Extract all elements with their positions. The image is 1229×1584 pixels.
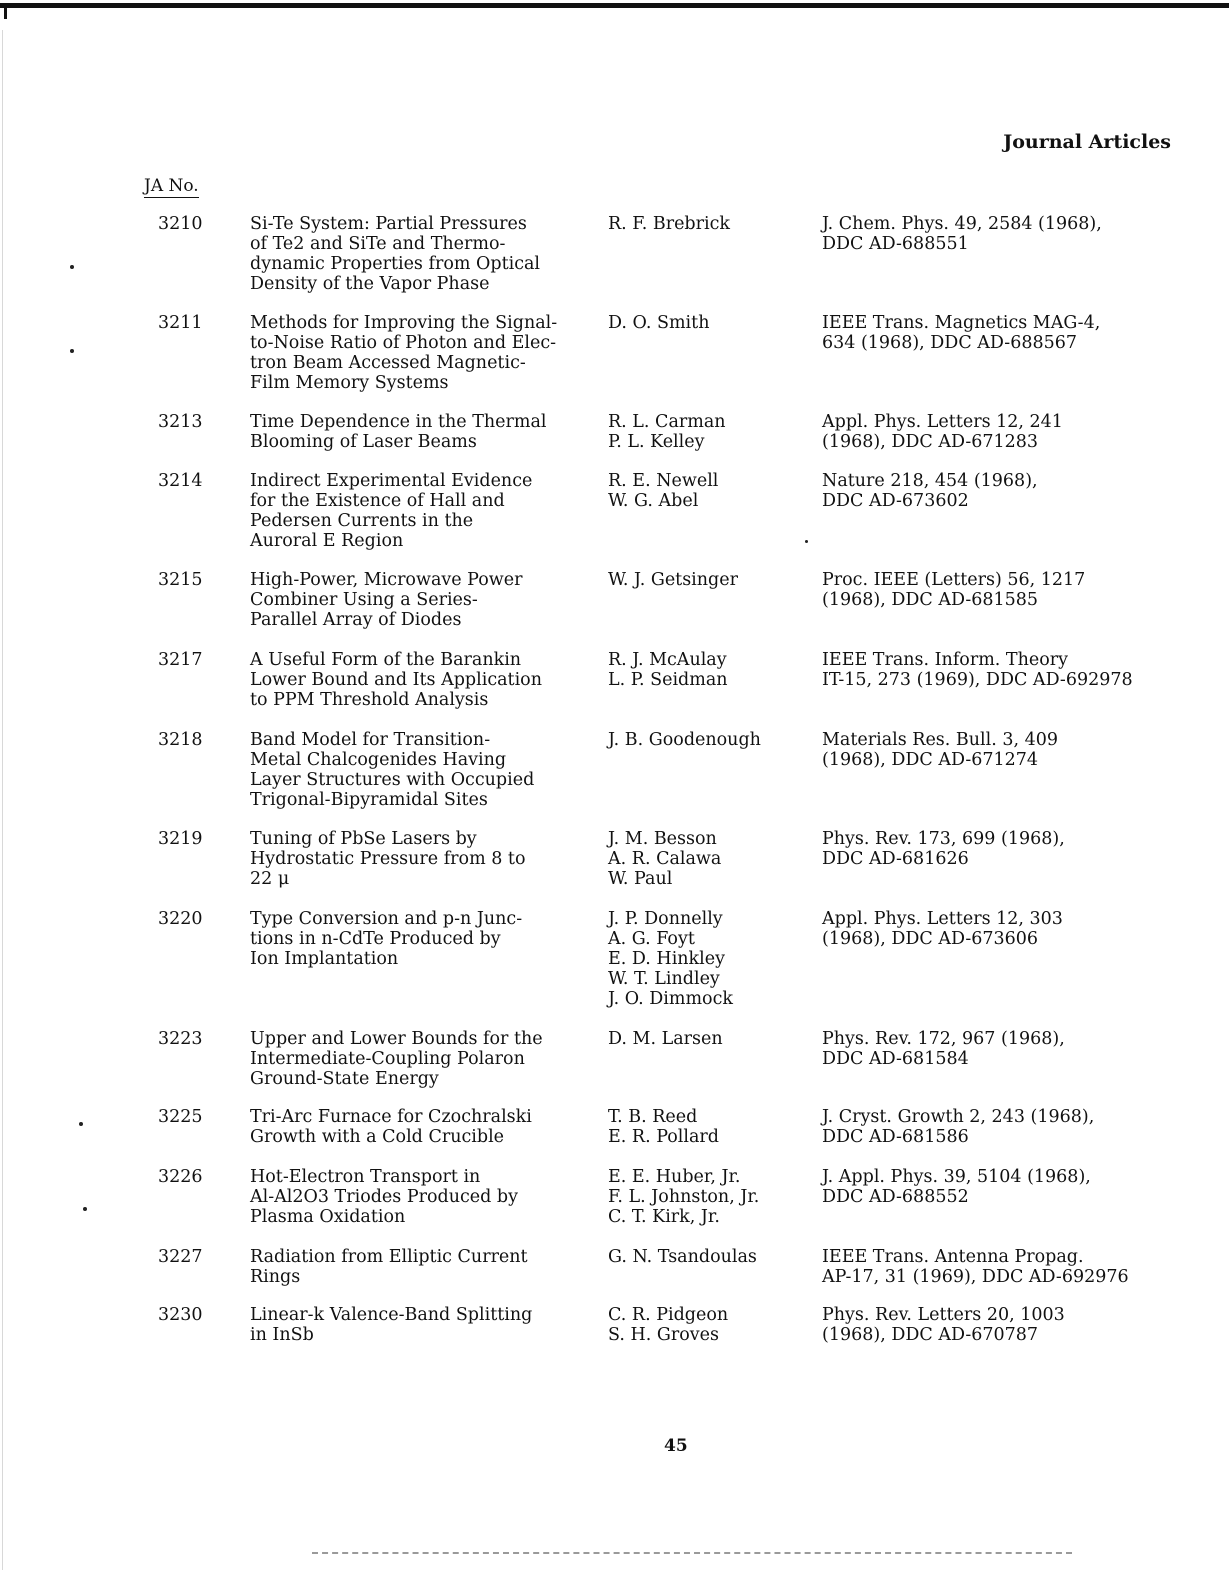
article-entry <box>0 730 1229 829</box>
article-title: Tri-Arc Furnace for Czochralski Growth with a Cold Crucible <box>250 1107 532 1147</box>
ja-number: 3227 <box>158 1247 203 1267</box>
article-title: Band Model for Transition- Metal Chalcogenides Having Layer Structures with Occupied Trigonal-Bipyramidal Sites <box>250 730 535 810</box>
article-title: Indirect Experimental Evidence for the Existence of Hall and Pedersen Currents in the Auroral E Region <box>250 471 533 551</box>
article-authors: R. L. Carman P. L. Kelley <box>608 412 726 452</box>
page-number: 45 <box>664 1436 688 1456</box>
article-title: Type Conversion and p-n Junc- tions in n-CdTe Produced by Ion Implantation <box>250 909 523 969</box>
article-title: Hot-Electron Transport in Al-Al2O3 Triodes Produced by Plasma Oxidation <box>250 1167 518 1227</box>
article-citation: Phys. Rev. Letters 20, 1003 (1968), DDC AD-670787 <box>822 1305 1065 1345</box>
article-authors: D. M. Larsen <box>608 1029 723 1049</box>
article-citation: IEEE Trans. Magnetics MAG-4, 634 (1968), DDC AD-688567 <box>822 313 1101 353</box>
corner-mark <box>4 3 7 19</box>
ja-number: 3223 <box>158 1029 203 1049</box>
article-authors: J. B. Goodenough <box>608 730 761 750</box>
article-entry <box>0 650 1229 730</box>
article-entry <box>0 1305 1229 1365</box>
article-entry <box>0 1167 1229 1247</box>
article-citation: Appl. Phys. Letters 12, 241 (1968), DDC AD-671283 <box>822 412 1063 452</box>
ja-number: 3214 <box>158 471 203 491</box>
article-entry <box>0 214 1229 313</box>
article-authors: R. E. Newell W. G. Abel <box>608 471 719 511</box>
article-title: A Useful Form of the Barankin Lower Bound and Its Application to PPM Threshold Analysis <box>250 650 542 710</box>
ja-number-column-label: JA No. <box>144 176 199 196</box>
ja-number: 3217 <box>158 650 203 670</box>
article-citation: Nature 218, 454 (1968), DDC AD-673602 <box>822 471 1038 511</box>
article-authors: G. N. Tsandoulas <box>608 1247 757 1267</box>
article-entry <box>0 471 1229 570</box>
article-citation: Phys. Rev. 173, 699 (1968), DDC AD-681626 <box>822 829 1065 869</box>
article-entry <box>0 909 1229 1029</box>
article-entry <box>0 1029 1229 1107</box>
bottom-dashed-line <box>312 1552 1072 1556</box>
article-authors: J. P. Donnelly A. G. Foyt E. D. Hinkley W. T. Lindley J. O. Dimmock <box>608 909 733 1009</box>
article-authors: J. M. Besson A. R. Calawa W. Paul <box>608 829 722 889</box>
article-authors: R. F. Brebrick <box>608 214 730 234</box>
article-list <box>0 214 1229 1365</box>
article-title: Methods for Improving the Signal- to-Noise Ratio of Photon and Elec- tron Beam Accessed Magnetic- Film Memory Systems <box>250 313 558 393</box>
article-authors: T. B. Reed E. R. Pollard <box>608 1107 719 1147</box>
ja-number: 3219 <box>158 829 203 849</box>
article-citation: J. Appl. Phys. 39, 5104 (1968), DDC AD-688552 <box>822 1167 1091 1207</box>
article-entry <box>0 829 1229 909</box>
article-title: Radiation from Elliptic Current Rings <box>250 1247 528 1287</box>
article-title: Tuning of PbSe Lasers by Hydrostatic Pressure from 8 to 22 μ <box>250 829 526 889</box>
article-title: Si-Te System: Partial Pressures of Te2 and SiTe and Thermo- dynamic Properties from Optical Density of the Vapor Phase <box>250 214 541 294</box>
article-authors: C. R. Pidgeon S. H. Groves <box>608 1305 729 1345</box>
article-entry <box>0 1107 1229 1167</box>
ja-number: 3220 <box>158 909 203 929</box>
article-authors: W. J. Getsinger <box>608 570 738 590</box>
article-entry <box>0 570 1229 650</box>
article-title: Time Dependence in the Thermal Blooming of Laser Beams <box>250 412 547 452</box>
article-citation: Appl. Phys. Letters 12, 303 (1968), DDC AD-673606 <box>822 909 1063 949</box>
article-citation: Phys. Rev. 172, 967 (1968), DDC AD-681584 <box>822 1029 1065 1069</box>
article-citation: IEEE Trans. Inform. Theory IT-15, 273 (1969), DDC AD-692978 <box>822 650 1133 690</box>
ja-number: 3211 <box>158 313 203 333</box>
article-citation: Proc. IEEE (Letters) 56, 1217 (1968), DDC AD-681585 <box>822 570 1086 610</box>
ja-number: 3225 <box>158 1107 203 1127</box>
article-title: Linear-k Valence-Band Splitting in InSb <box>250 1305 533 1345</box>
article-citation: Materials Res. Bull. 3, 409 (1968), DDC AD-671274 <box>822 730 1059 770</box>
article-authors: E. E. Huber, Jr. F. L. Johnston, Jr. C. T. Kirk, Jr. <box>608 1167 760 1227</box>
section-header: Journal Articles <box>1003 131 1171 153</box>
article-title: High-Power, Microwave Power Combiner Using a Series- Parallel Array of Diodes <box>250 570 523 630</box>
article-entry <box>0 1247 1229 1305</box>
article-authors: D. O. Smith <box>608 313 710 333</box>
article-citation: IEEE Trans. Antenna Propag. AP-17, 31 (1969), DDC AD-692976 <box>822 1247 1129 1287</box>
ja-number: 3226 <box>158 1167 203 1187</box>
article-entry <box>0 313 1229 412</box>
top-border-line <box>0 3 1229 8</box>
article-title: Upper and Lower Bounds for the Intermediate-Coupling Polaron Ground-State Energy <box>250 1029 543 1089</box>
article-authors: R. J. McAulay L. P. Seidman <box>608 650 728 690</box>
article-entry <box>0 412 1229 471</box>
ja-number: 3215 <box>158 570 203 590</box>
ja-number: 3218 <box>158 730 203 750</box>
ja-number: 3210 <box>158 214 203 234</box>
ja-number: 3213 <box>158 412 203 432</box>
article-citation: J. Cryst. Growth 2, 243 (1968), DDC AD-681586 <box>822 1107 1095 1147</box>
ja-number: 3230 <box>158 1305 203 1325</box>
article-citation: J. Chem. Phys. 49, 2584 (1968), DDC AD-688551 <box>822 214 1102 254</box>
